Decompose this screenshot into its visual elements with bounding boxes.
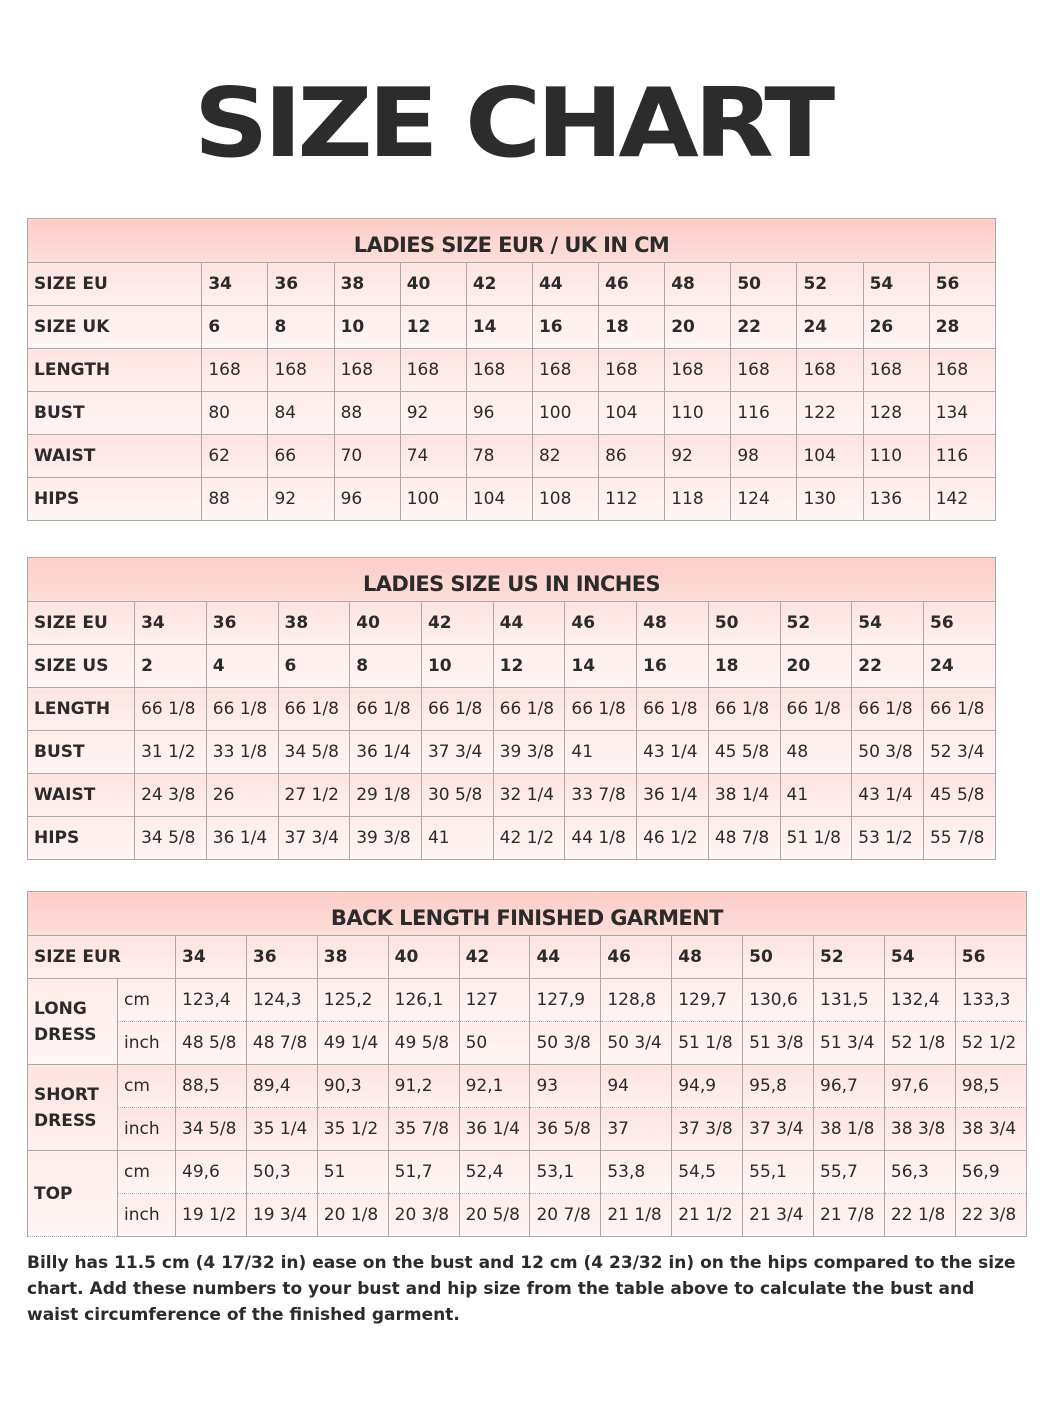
table-cell: 90,3 <box>317 1065 388 1108</box>
table-cell: 44 1/8 <box>565 817 637 860</box>
table-cell: 48 <box>672 936 743 979</box>
row-label: HIPS <box>28 478 202 521</box>
table-row <box>28 306 996 349</box>
table-cell: 66 <box>268 435 334 478</box>
table-cell: 53 1/2 <box>852 817 924 860</box>
table-cell: 50 <box>731 263 797 306</box>
table-cell: 36 1/4 <box>206 817 278 860</box>
table-row <box>28 731 996 774</box>
table-cell: 92,1 <box>459 1065 530 1108</box>
table-cell: 35 1/4 <box>246 1108 317 1151</box>
table-heading: LADIES SIZE EUR / UK IN CM <box>28 219 996 263</box>
table-cell: 36 1/4 <box>459 1108 530 1151</box>
table-cell: 89,4 <box>246 1065 317 1108</box>
table-cell: 24 <box>797 306 863 349</box>
table-cell: 12 <box>493 645 565 688</box>
table-cell: 50 3/8 <box>530 1022 601 1065</box>
table-cell: 26 <box>863 306 929 349</box>
table-cell: 48 5/8 <box>176 1022 247 1065</box>
table-cell: 38 <box>334 263 400 306</box>
table-cell: 62 <box>202 435 268 478</box>
table-cell: 168 <box>268 349 334 392</box>
table-cell: 36 <box>246 936 317 979</box>
table-cell: 66 1/8 <box>852 688 924 731</box>
table-cell: 34 5/8 <box>278 731 350 774</box>
table-cell: 100 <box>400 478 466 521</box>
table-row <box>28 688 996 731</box>
table-cell: 66 1/8 <box>278 688 350 731</box>
table-cell: 36 <box>268 263 334 306</box>
group-label-line: DRESS <box>34 1110 97 1131</box>
group-label-line: TOP <box>34 1183 73 1204</box>
table-cell: 98 <box>731 435 797 478</box>
table-cell: 168 <box>599 349 665 392</box>
table-cell: 88 <box>202 478 268 521</box>
table-cell: 20 <box>665 306 731 349</box>
table-cell: 14 <box>565 645 637 688</box>
table-cell: 92 <box>400 392 466 435</box>
table-cell: 122 <box>797 392 863 435</box>
table-cell: 56,9 <box>955 1151 1026 1194</box>
table-cell: 95,8 <box>743 1065 814 1108</box>
table-cell: 142 <box>929 478 995 521</box>
row-label: WAIST <box>28 435 202 478</box>
table-cell: 37 3/4 <box>743 1108 814 1151</box>
table-cell: 26 <box>206 774 278 817</box>
table-cell: 14 <box>466 306 532 349</box>
table-cell: 168 <box>334 349 400 392</box>
table-cell: 37 <box>601 1108 672 1151</box>
table-cell: 133,3 <box>955 979 1026 1022</box>
table-cell: 45 5/8 <box>923 774 995 817</box>
table-cell: 50 <box>743 936 814 979</box>
unit-label: cm <box>118 1151 176 1194</box>
table-cell: 55,7 <box>814 1151 885 1194</box>
table-cell: 94,9 <box>672 1065 743 1108</box>
table-cell: 38 1/8 <box>814 1108 885 1151</box>
table-cell: 50,3 <box>246 1151 317 1194</box>
table-cell: 46 <box>565 602 637 645</box>
table-cell: 94 <box>601 1065 672 1108</box>
ease-note: Billy has 11.5 cm (4 17/32 in) ease on the bust and 12 cm (4 23/32 in) on the hips compared to the size chart. Add these numbers to your bust and hip size from the table above to calculate the bust and waist circumference of the finished garment. <box>27 1253 1016 1325</box>
table-cell: 97,6 <box>884 1065 955 1108</box>
table-cell: 70 <box>334 435 400 478</box>
table-row <box>28 817 996 860</box>
table-cell: 66 1/8 <box>206 688 278 731</box>
table-cell: 46 1/2 <box>637 817 709 860</box>
table-cell: 52,4 <box>459 1151 530 1194</box>
table-cell: 24 3/8 <box>135 774 207 817</box>
table-cell: 50 <box>459 1022 530 1065</box>
table-cell: 35 1/2 <box>317 1108 388 1151</box>
table-cell: 127,9 <box>530 979 601 1022</box>
table-cell: 86 <box>599 435 665 478</box>
table-cell: 53,8 <box>601 1151 672 1194</box>
table-cell: 54 <box>863 263 929 306</box>
table-cell: 20 5/8 <box>459 1194 530 1237</box>
table-cell: 96 <box>466 392 532 435</box>
table-cell: 40 <box>388 936 459 979</box>
table-cell: 38 <box>278 602 350 645</box>
row-label: LENGTH <box>28 349 202 392</box>
table-cell: 88 <box>334 392 400 435</box>
table-cell: 49,6 <box>176 1151 247 1194</box>
table-row <box>28 392 996 435</box>
table-cell: 168 <box>532 349 598 392</box>
unit-label: inch <box>118 1108 176 1151</box>
row-label: HIPS <box>28 817 135 860</box>
table-cell: 20 <box>780 645 852 688</box>
table-cell: 168 <box>202 349 268 392</box>
table-cell: 36 <box>206 602 278 645</box>
table-cell: 132,4 <box>884 979 955 1022</box>
row-label: SIZE UK <box>28 306 202 349</box>
table-cell: 92 <box>268 478 334 521</box>
table-cell: 12 <box>400 306 466 349</box>
table-cell: 91,2 <box>388 1065 459 1108</box>
table-cell: 38 3/8 <box>884 1108 955 1151</box>
table-cell: 18 <box>708 645 780 688</box>
table-cell: 66 1/8 <box>708 688 780 731</box>
table-cell: 31 1/2 <box>135 731 207 774</box>
group-label-line: LONG <box>34 998 87 1019</box>
table-cell: 134 <box>929 392 995 435</box>
table-cell: 40 <box>350 602 422 645</box>
table-cell: 48 7/8 <box>246 1022 317 1065</box>
table-cell: 93 <box>530 1065 601 1108</box>
table-cell: 78 <box>466 435 532 478</box>
table-cell: 66 1/8 <box>780 688 852 731</box>
table-cell: 96 <box>334 478 400 521</box>
unit-label: inch <box>118 1194 176 1237</box>
table-cell: 20 1/8 <box>317 1194 388 1237</box>
table-cell: 124 <box>731 478 797 521</box>
row-label: BUST <box>28 392 202 435</box>
table-cell: 48 <box>665 263 731 306</box>
table-cell: 36 1/4 <box>350 731 422 774</box>
table-cell: 130,6 <box>743 979 814 1022</box>
table-cell: 104 <box>797 435 863 478</box>
table-cell: 54 <box>852 602 924 645</box>
table-cell: 136 <box>863 478 929 521</box>
table-row <box>28 1151 1027 1194</box>
table-cell: 66 1/8 <box>637 688 709 731</box>
table-cell: 52 3/4 <box>923 731 995 774</box>
table-cell: 51 3/8 <box>743 1022 814 1065</box>
table-cell: 51 1/8 <box>672 1022 743 1065</box>
table-cell: 21 7/8 <box>814 1194 885 1237</box>
table-cell: 116 <box>929 435 995 478</box>
table-cell: 52 <box>780 602 852 645</box>
table-cell: 34 5/8 <box>176 1108 247 1151</box>
table-cell: 168 <box>929 349 995 392</box>
row-label: SIZE EU <box>28 602 135 645</box>
table-back-length <box>27 891 1027 1237</box>
table-cell: 37 3/8 <box>672 1108 743 1151</box>
table-cell: 104 <box>466 478 532 521</box>
table-cell: 168 <box>731 349 797 392</box>
table-cell: 49 5/8 <box>388 1022 459 1065</box>
table-cell: 110 <box>863 435 929 478</box>
table-cell: 21 1/8 <box>601 1194 672 1237</box>
table-cell: 39 3/8 <box>350 817 422 860</box>
table-cell: 66 1/8 <box>493 688 565 731</box>
table-row <box>28 774 996 817</box>
table-cell: 4 <box>206 645 278 688</box>
table-cell: 16 <box>532 306 598 349</box>
table-cell: 127 <box>459 979 530 1022</box>
table-cell: 51 <box>317 1151 388 1194</box>
table-cell: 46 <box>599 263 665 306</box>
table-cell: 34 <box>135 602 207 645</box>
group-label <box>28 1151 118 1237</box>
table-cell: 27 1/2 <box>278 774 350 817</box>
table-row <box>28 1022 1027 1065</box>
table-cell: 34 <box>202 263 268 306</box>
table-cell: 43 1/4 <box>637 731 709 774</box>
table-cell: 128 <box>863 392 929 435</box>
table-cell: 54 <box>884 936 955 979</box>
table-row <box>28 645 996 688</box>
table-row <box>28 1065 1027 1108</box>
table-cell: 100 <box>532 392 598 435</box>
table-cell: 33 1/8 <box>206 731 278 774</box>
table-cell: 19 3/4 <box>246 1194 317 1237</box>
table-cell: 55,1 <box>743 1151 814 1194</box>
table-cell: 20 7/8 <box>530 1194 601 1237</box>
table-cell: 66 1/8 <box>135 688 207 731</box>
table-cell: 6 <box>278 645 350 688</box>
table-cell: 30 5/8 <box>421 774 493 817</box>
table-cell: 128,8 <box>601 979 672 1022</box>
row-label: BUST <box>28 731 135 774</box>
table-cell: 168 <box>863 349 929 392</box>
table-cell: 40 <box>400 263 466 306</box>
table-cell: 10 <box>421 645 493 688</box>
table-cell: 50 <box>708 602 780 645</box>
table-cell: 28 <box>929 306 995 349</box>
table-row <box>28 435 996 478</box>
table-cell: 29 1/8 <box>350 774 422 817</box>
table-us-inches <box>27 557 996 860</box>
group-label <box>28 979 118 1065</box>
table-row <box>28 1108 1027 1151</box>
table-cell: 22 3/8 <box>955 1194 1026 1237</box>
table-cell: 21 1/2 <box>672 1194 743 1237</box>
table-cell: 98,5 <box>955 1065 1026 1108</box>
table-cell: 24 <box>923 645 995 688</box>
table-cell: 42 <box>421 602 493 645</box>
table-cell: 41 <box>780 774 852 817</box>
table-cell: 126,1 <box>388 979 459 1022</box>
row-label: WAIST <box>28 774 135 817</box>
table-cell: 8 <box>268 306 334 349</box>
table-cell: 42 <box>459 936 530 979</box>
table-row <box>28 602 996 645</box>
page-title: SIZE CHART <box>193 66 831 180</box>
table-cell: 88,5 <box>176 1065 247 1108</box>
table-cell: 108 <box>532 478 598 521</box>
table-cell: 123,4 <box>176 979 247 1022</box>
table-eur-uk-cm <box>27 218 996 521</box>
table-cell: 48 7/8 <box>708 817 780 860</box>
table-cell: 131,5 <box>814 979 885 1022</box>
table-cell: 22 <box>731 306 797 349</box>
table-cell: 2 <box>135 645 207 688</box>
table-cell: 116 <box>731 392 797 435</box>
group-label <box>28 1065 118 1151</box>
table-cell: 53,1 <box>530 1151 601 1194</box>
table-cell: 84 <box>268 392 334 435</box>
table-cell: 34 5/8 <box>135 817 207 860</box>
table-cell: 112 <box>599 478 665 521</box>
row-label: LENGTH <box>28 688 135 731</box>
table-cell: 10 <box>334 306 400 349</box>
table-cell: 129,7 <box>672 979 743 1022</box>
row-label: SIZE EU <box>28 263 202 306</box>
table-cell: 66 1/8 <box>350 688 422 731</box>
table-cell: 56 <box>955 936 1026 979</box>
table-cell: 49 1/4 <box>317 1022 388 1065</box>
row-label: SIZE EUR <box>28 936 176 979</box>
unit-label: inch <box>118 1022 176 1065</box>
table-cell: 51 1/8 <box>780 817 852 860</box>
table-cell: 56 <box>923 602 995 645</box>
table-row <box>28 478 996 521</box>
table-cell: 45 5/8 <box>708 731 780 774</box>
table-cell: 42 1/2 <box>493 817 565 860</box>
table-cell: 50 3/4 <box>601 1022 672 1065</box>
table-cell: 168 <box>466 349 532 392</box>
table-cell: 38 3/4 <box>955 1108 1026 1151</box>
table-heading: LADIES SIZE US IN INCHES <box>28 558 996 602</box>
table-cell: 130 <box>797 478 863 521</box>
table-cell: 66 1/8 <box>923 688 995 731</box>
table-cell: 42 <box>466 263 532 306</box>
table-heading: BACK LENGTH FINISHED GARMENT <box>28 892 1027 936</box>
table-cell: 80 <box>202 392 268 435</box>
table-cell: 22 1/8 <box>884 1194 955 1237</box>
table-cell: 38 1/4 <box>708 774 780 817</box>
table-cell: 52 1/8 <box>884 1022 955 1065</box>
table-cell: 56,3 <box>884 1151 955 1194</box>
table-cell: 48 <box>780 731 852 774</box>
table-cell: 37 3/4 <box>421 731 493 774</box>
unit-label: cm <box>118 1065 176 1108</box>
table-cell: 16 <box>637 645 709 688</box>
table-cell: 22 <box>852 645 924 688</box>
table-cell: 74 <box>400 435 466 478</box>
table-cell: 36 1/4 <box>637 774 709 817</box>
table-cell: 92 <box>665 435 731 478</box>
table-cell: 41 <box>565 731 637 774</box>
table-cell: 51 3/4 <box>814 1022 885 1065</box>
table-row <box>28 349 996 392</box>
table-row <box>28 1194 1027 1237</box>
table-cell: 21 3/4 <box>743 1194 814 1237</box>
table-cell: 51,7 <box>388 1151 459 1194</box>
table-cell: 50 3/8 <box>852 731 924 774</box>
table-cell: 19 1/2 <box>176 1194 247 1237</box>
table-cell: 37 3/4 <box>278 817 350 860</box>
table-cell: 56 <box>929 263 995 306</box>
table-cell: 38 <box>317 936 388 979</box>
table-cell: 48 <box>637 602 709 645</box>
table-cell: 8 <box>350 645 422 688</box>
table-cell: 52 <box>814 936 885 979</box>
table-row <box>28 263 996 306</box>
table-cell: 82 <box>532 435 598 478</box>
table-cell: 52 1/2 <box>955 1022 1026 1065</box>
row-label: SIZE US <box>28 645 135 688</box>
table-cell: 66 1/8 <box>421 688 493 731</box>
table-cell: 168 <box>797 349 863 392</box>
table-cell: 54,5 <box>672 1151 743 1194</box>
table-cell: 124,3 <box>246 979 317 1022</box>
table-cell: 168 <box>400 349 466 392</box>
table-cell: 46 <box>601 936 672 979</box>
table-row <box>28 936 1027 979</box>
table-cell: 39 3/8 <box>493 731 565 774</box>
table-cell: 44 <box>530 936 601 979</box>
table-cell: 32 1/4 <box>493 774 565 817</box>
unit-label: cm <box>118 979 176 1022</box>
group-label-line: SHORT <box>34 1084 99 1105</box>
table-cell: 43 1/4 <box>852 774 924 817</box>
table-cell: 44 <box>493 602 565 645</box>
table-cell: 6 <box>202 306 268 349</box>
table-cell: 110 <box>665 392 731 435</box>
table-cell: 44 <box>532 263 598 306</box>
table-cell: 125,2 <box>317 979 388 1022</box>
table-cell: 35 7/8 <box>388 1108 459 1151</box>
table-cell: 66 1/8 <box>565 688 637 731</box>
table-cell: 20 3/8 <box>388 1194 459 1237</box>
table-cell: 33 7/8 <box>565 774 637 817</box>
table-cell: 36 5/8 <box>530 1108 601 1151</box>
table-cell: 104 <box>599 392 665 435</box>
table-cell: 41 <box>421 817 493 860</box>
group-label-line: DRESS <box>34 1024 97 1045</box>
table-cell: 118 <box>665 478 731 521</box>
table-cell: 18 <box>599 306 665 349</box>
table-cell: 34 <box>176 936 247 979</box>
table-cell: 168 <box>665 349 731 392</box>
table-cell: 96,7 <box>814 1065 885 1108</box>
table-cell: 52 <box>797 263 863 306</box>
table-cell: 55 7/8 <box>923 817 995 860</box>
table-row <box>28 979 1027 1022</box>
